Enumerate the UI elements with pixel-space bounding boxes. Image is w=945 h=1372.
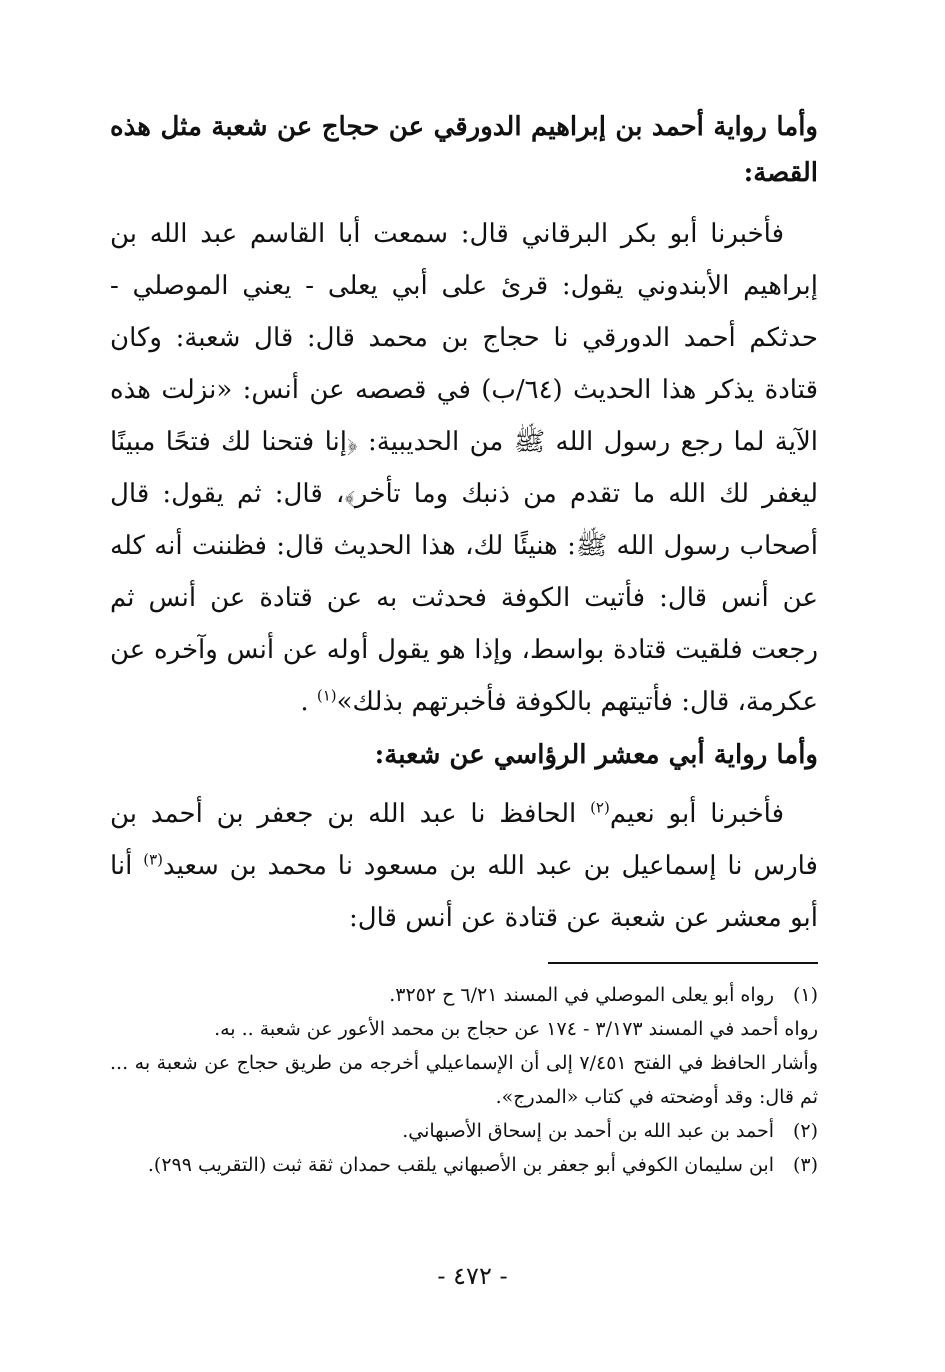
paragraph-abu-nuaym-narration xyxy=(110,788,818,944)
page-number: - ٤٧٢ - xyxy=(437,1262,508,1290)
section-heading-dawraqi: وأما رواية أحمد بن إبراهيم الدورقي عن حجاج عن شعبة مثل هذه القصة: xyxy=(110,112,818,188)
footnotes-section xyxy=(110,978,818,1182)
paragraph-2-part-1: فأخبرنا أبو نعيم xyxy=(609,799,785,829)
footnote-2-number: (٢) xyxy=(792,1120,818,1142)
footnote-2 xyxy=(110,1114,818,1148)
paragraph-1-text: فأخبرنا أبو بكر البرقاني قال: سمعت أبا القاسم عبد الله بن إبراهيم الأبندوني يقول: قرئ على أبي يعلى - يعني الموصلي - حدثكم أحمد الدورقي نا حجاج بن محمد قال: قال شعبة: وكان قتادة يذكر هذا الحديث (٦٤/ب) في قصصه عن أنس: «نزلت هذه الآية لما رجع رسول الله ﷺ من الحديبية: ﴿إنا فتحنا لك فتحًا مبينًا ليغفر لك الله ما تقدم من ذنبك وما تأخر﴾، قال: ثم يقول: قال أصحاب رسول الله ﷺ: هنيئًا لك، هذا الحديث قال: فظننت أنه كله عن أنس قال: فأتيت الكوفة فحدثت به عن قتادة عن أنس ثم رجعت فلقيت قتادة بواسط، وإذا هو يقول أوله عن أنس وآخره عن عكرمة، قال: فأتيتهم بالكوفة فأخبرتهم بذلك» xyxy=(110,219,818,717)
footnote-1 xyxy=(110,978,818,1012)
footnote-ref-2[interactable]: (٢) xyxy=(590,798,610,817)
footnote-ref-1[interactable]: (١) xyxy=(316,686,337,705)
paragraph-barqani-narration xyxy=(110,208,818,728)
page-body xyxy=(110,104,818,1344)
footnote-1-line-3: وأشار الحافظ في الفتح ٧/٤٥١ إلى أن الإسماعيلي أخرجه من طريق حجاج عن شعبة به ... ثم قال: وقد أوضحته في كتاب «المدرج». xyxy=(110,1052,818,1108)
footnote-3-number: (٣) xyxy=(792,1154,818,1176)
footnote-2-text: أحمد بن عبد الله بن أحمد بن إسحاق الأصبهاني. xyxy=(402,1120,774,1142)
footnote-1-line-2: رواه أحمد في المسند ٣/١٧٣ - ١٧٤ عن حجاج بن محمد الأعور عن شعبة .. به. xyxy=(214,1018,818,1040)
paragraph-2-part-2: الحافظ نا عبد الله بن جعفر بن أحمد بن فارس نا إسماعيل بن عبد الله بن مسعود نا محمد بن سعيد xyxy=(110,799,818,881)
footnote-3-text: ابن سليمان الكوفي أبو جعفر بن الأصبهاني يلقب حمدان ثقة ثبت (التقريب ٢٩٩). xyxy=(147,1154,774,1176)
paragraph-1-tail: . xyxy=(300,687,317,717)
footnote-ref-3[interactable]: (٣) xyxy=(143,850,164,869)
footnote-3 xyxy=(110,1148,818,1182)
section-heading-abu-mashar: وأما رواية أبي معشر الرؤاسي عن شعبة: xyxy=(374,740,818,770)
footnote-divider xyxy=(548,962,818,964)
paragraph-2-part-3: أنا أبو معشر عن شعبة عن قتادة عن أنس قال: xyxy=(110,851,818,933)
footnote-1-number: (١) xyxy=(792,984,818,1006)
footnote-1-line-1: رواه أبو يعلى الموصلي في المسند ٦/٢١ ح ٣٢٥٢. xyxy=(389,984,774,1006)
